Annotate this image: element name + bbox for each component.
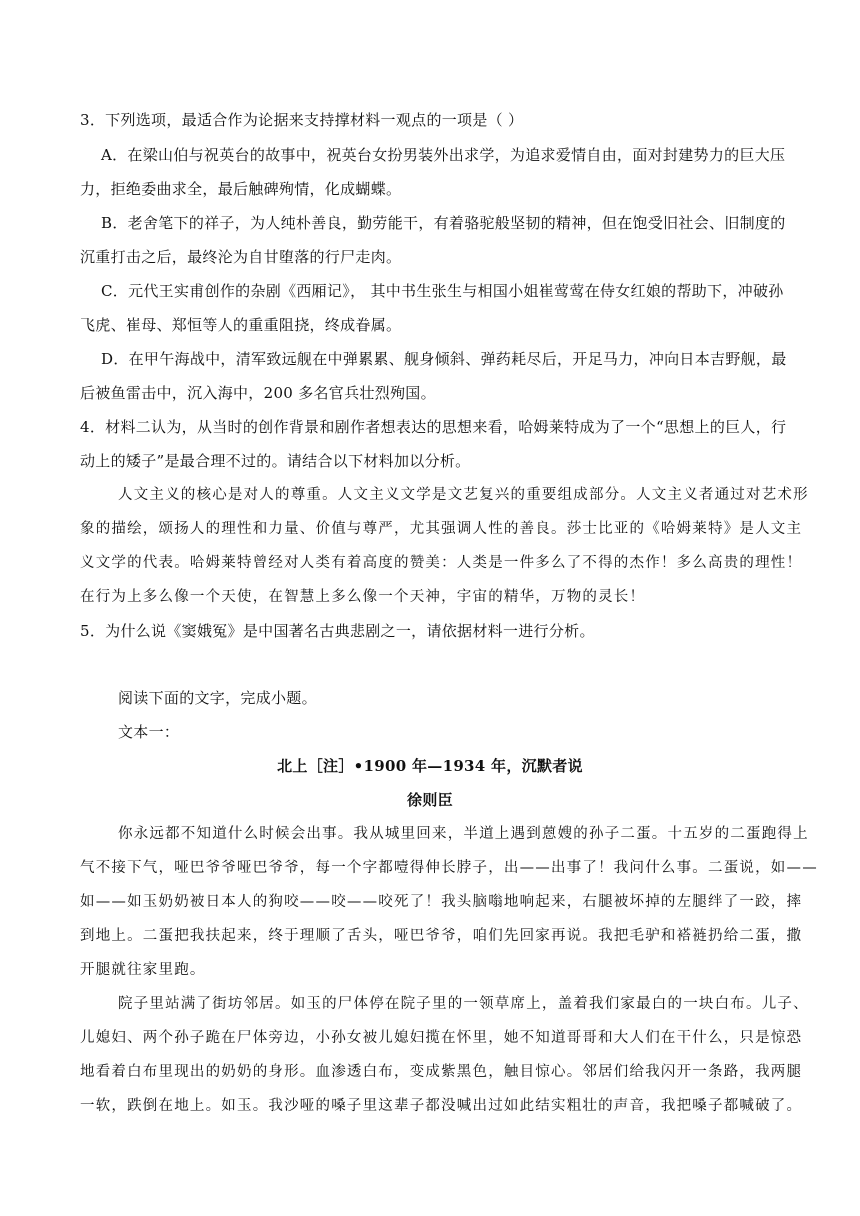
option-c-line-1: C．元代王实甫创作的杂剧《西厢记》， 其中书生张生与相国小姐崔莺莺在侍女红娘的帮助下，冲破孙 — [101, 282, 784, 300]
para1-line-4: 到地上。二蛋把我扶起来，终于理顺了舌头，哑巴爷爷，咱们先回家再说。我把毛驴和褡裢扔给二蛋，撒 — [80, 928, 803, 944]
option-a-line-2: 力，拒绝委曲求全，最后触碑殉情，化成蝴蝶。 — [80, 180, 402, 198]
question-5-stem: 5．为什么说《窦娥冤》是中国著名古典悲剧之一，请依据材料一进行分析。 — [80, 622, 595, 640]
reading-instruction: 阅读下面的文字，完成小题。 — [118, 689, 317, 707]
para2-line-2: 儿媳妇、两个孙子跪在尸体旁边，小孙女被儿媳妇揽在怀里，她不知道哥哥和大人们在干什么，只是惊恐 — [80, 1030, 803, 1046]
passage-title: 北上［注］•1900 年—1934 年，沉默者说 — [277, 757, 583, 775]
passage-author: 徐则臣 — [407, 791, 453, 809]
para1-line-1: 你永远都不知道什么时候会出事。我从城里回来，半道上遇到蒽嫂的孙子二蛋。十五岁的二蛋跑得上 — [118, 826, 809, 842]
para2-line-1: 院子里站满了街坊邻居。如玉的尸体停在院子里的一领草席上，盖着我们家最白的一块白布。儿子、 — [118, 996, 809, 1012]
question-4-stem-line-1: 4．材料二认为，从当时的创作背景和剧作者想表达的思想来看，哈姆莱特成为了一个“思想上的巨人，行 — [80, 418, 787, 436]
option-c-line-2: 飞虎、崔母、郑恒等人的重重阻挠，终成眷属。 — [80, 316, 402, 334]
para1-line-5: 开腿就往家里跑。 — [80, 962, 206, 978]
option-d-line-2: 后被鱼雷击中，沉入海中，200 多名官兵壮烈殉国。 — [80, 384, 436, 402]
option-d-line-1: D．在甲午海战中，清军致远舰在中弹累累、舰身倾斜、弹药耗尽后，开足马力，冲向日本吉野舰，最 — [101, 350, 787, 368]
option-b-line-2: 沉重打击之后，最终沦为自甘堕落的行尸走肉。 — [80, 248, 402, 266]
para1-line-2: 气不接下气，哑巴爷爷哑巴爷爷，每一个字都噎得伸长脖子，出——出事了！我问什么事。二蛋说，如—— — [80, 860, 818, 876]
para2-line-3: 地看着白布里现出的奶奶的身形。血渗透白布，变成紫黑色，触目惊心。邻居们给我闪开一条路，我两腿 — [80, 1064, 803, 1080]
option-a-line-1: A．在梁山伯与祝英台的故事中，祝英台女扮男装外出求学，为追求爱情自由，面对封建势力的巨大压 — [101, 146, 786, 164]
question-3-stem: 3．下列选项，最适合作为论据来支持撑材料一观点的一项是（ ） — [80, 111, 524, 129]
material-line-2: 象的描绘，颂扬人的理性和力量、价值与尊严，尤其强调人性的善良。莎士比亚的《哈姆莱特》是人文主 — [80, 521, 803, 537]
material-line-3: 义文学的代表。哈姆莱特曾经对人类有着高度的赞美：人类是一件多么了不得的杰作！多么高贵的理性！ — [80, 555, 803, 571]
material-line-1: 人文主义的核心是对人的尊重。人文主义文学是文艺复兴的重要组成部分。人文主义者通过对艺术形 — [118, 487, 809, 503]
para1-line-3: 如——如玉奶奶被日本人的狗咬——咬——咬死了！我头脑嗡地响起来，右腿被坏掉的左腿绊了一跤，摔 — [80, 894, 803, 910]
para2-line-4: 一软，跌倒在地上。如玉。我沙哑的嗓子里这辈子都没喊出过如此结实粗壮的声音，我把嗓子都喊破了。 — [80, 1098, 803, 1114]
text-label: 文本一： — [118, 723, 180, 741]
material-line-4: 在行为上多么像一个天使，在智慧上多么像一个天神，宇宙的精华，万物的灵长！ — [80, 589, 646, 605]
question-4-stem-line-2: 动上的矮子”是最合理不过的。请结合以下材料加以分析。 — [80, 452, 471, 470]
option-b-line-1: B．老舍笔下的祥子，为人纯朴善良，勤劳能干，有着骆驼般坚韧的精神，但在饱受旧社会、旧制度的 — [101, 214, 786, 232]
